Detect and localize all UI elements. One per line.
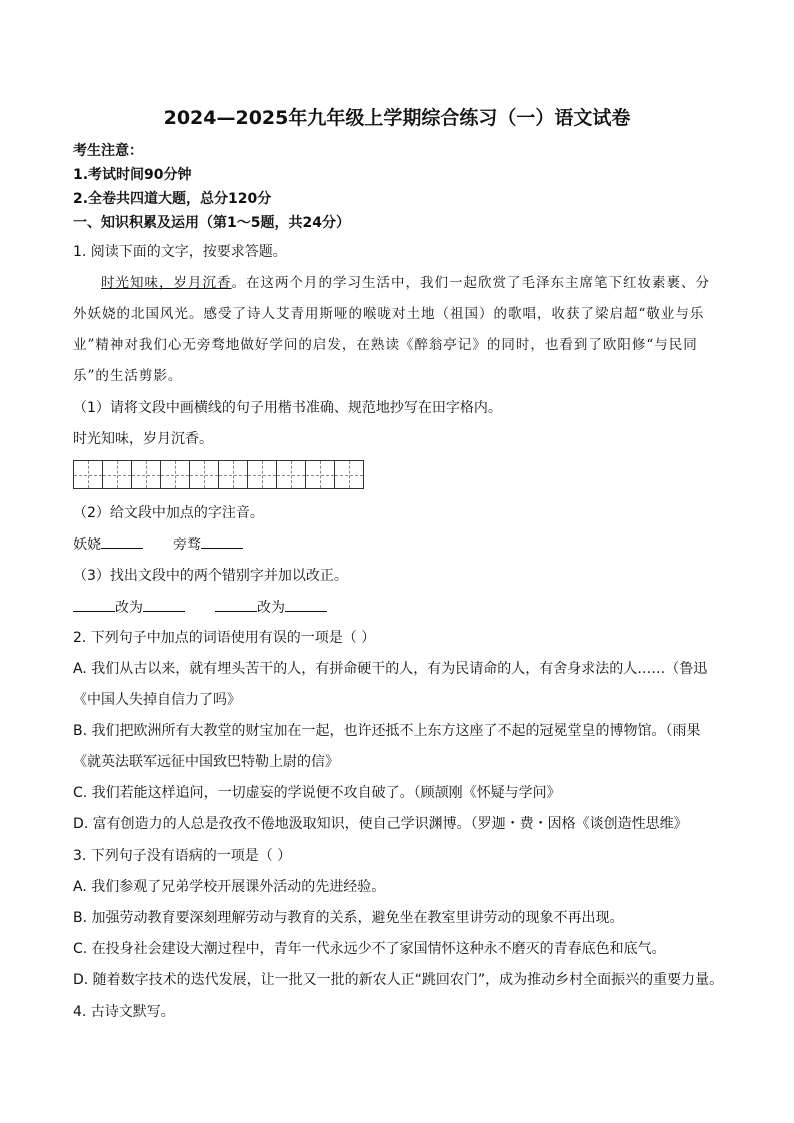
notice-item-2: 2.全卷共四道大题，总分120分 [73, 191, 272, 207]
q1-sub3: （3）找出文段中的两个错别字并加以改正。 [73, 568, 348, 584]
q3-option-d[interactable]: D. 随着数字技术的迭代发展，让一批又一批的新农人正“跳回农门”，成为推动乡村全面振兴的重要力量。 [73, 972, 724, 988]
q1-stem: 1. 阅读下面的文字，按要求答题。 [73, 244, 287, 260]
passage-underlined-sentence: 时光知味，岁月沉香 [101, 275, 232, 291]
correct-char-blank-1[interactable] [143, 597, 185, 612]
q2-option-d[interactable]: D. 富有创造力的人总是孜孜不倦地汲取知识，使自己学识渊博。（罗迦・费・因格《谈创造性思维》 [73, 816, 688, 832]
notice-heading: 考生注意： [73, 143, 143, 159]
grid-cell[interactable] [132, 460, 161, 489]
q3-option-b[interactable]: B. 加强劳动教育要深刻理解劳动与教育的关系，避免坐在教室里讲劳动的现象不再出现。 [73, 910, 624, 926]
tianzige-grid[interactable] [73, 460, 364, 489]
exam-title: 2024—2025年九年级上学期综合练习（一）语文试卷 [163, 107, 631, 129]
grid-cell[interactable] [335, 460, 364, 489]
q2-option-a[interactable]: A. 我们从古以来，就有埋头苦干的人，有拼命硬干的人，有为民请命的人，有舍身求法的人……（鲁迅《中国人失掉自信力了吗》 [73, 661, 708, 708]
grid-cell[interactable] [248, 460, 277, 489]
grid-cell[interactable] [74, 460, 103, 489]
q1-sub2-answers [73, 534, 243, 555]
q2-option-c[interactable]: C. 我们若能这样追问，一切虚妄的学说便不攻自破了。（顾颉刚《怀疑与学问》 [73, 785, 561, 801]
word-pangwu: 旁骛 [173, 537, 201, 553]
q1-sub3-answers [73, 597, 327, 618]
change-label-1: 改为 [115, 600, 143, 616]
notice-item-1: 1.考试时间90分钟 [73, 167, 192, 183]
grid-cell[interactable] [190, 460, 219, 489]
grid-cell[interactable] [161, 460, 190, 489]
q3-option-c[interactable]: C. 在投身社会建设大潮过程中，青年一代永远少不了家国情怀这种永不磨灭的青春底色和底气。 [73, 941, 666, 957]
q4-stem: 4. 古诗文默写。 [73, 1004, 175, 1020]
word-yaorao: 妖娆 [73, 537, 101, 553]
correct-char-blank-2[interactable] [285, 597, 327, 612]
passage-text: 。在这两个月的学习生活中，我们一起欣赏了毛泽东主席笔下红妆素裹、分外妖娆的北国风光。感受了诗人艾青用斯哑的喉咙对土地（祖国）的歌唱，收获了梁启超“敬业与乐业”精神对我们心无旁骛地做好学问的启发，在熟读《醉翁亭记》的同时，也看到了欧阳修“与民同乐”的生活剪影。 [73, 275, 710, 384]
q2-option-b[interactable]: B. 我们把欧洲所有大教堂的财宝加在一起，也许还抵不上东方这座了不起的冠冕堂皇的博物馆。（雨果《就英法联军远征中国致巴特勒上尉的信》 [73, 723, 701, 770]
q3-option-a[interactable]: A. 我们参观了兄弟学校开展课外活动的先进经验。 [73, 879, 386, 895]
answer-blank-pangwu[interactable] [201, 534, 243, 549]
q2-stem: 2. 下列句子中加点的词语使用有误的一项是（ ） [73, 630, 376, 646]
q1-sub1: （1）请将文段中画横线的句子用楷书准确、规范地抄写在田字格内。 [73, 400, 502, 416]
q1-sub2: （2）给文段中加点的字注音。 [73, 505, 264, 521]
wrong-char-blank-2[interactable] [215, 597, 257, 612]
wrong-char-blank-1[interactable] [73, 597, 115, 612]
answer-blank-yaorao[interactable] [101, 534, 143, 549]
grid-cell[interactable] [306, 460, 335, 489]
grid-cell[interactable] [103, 460, 132, 489]
q1-passage [73, 268, 723, 392]
grid-cell[interactable] [277, 460, 306, 489]
section-1-heading: 一、知识积累及运用（第1～5题，共24分） [73, 215, 350, 231]
q3-stem: 3. 下列句子没有语病的一项是（ ） [73, 848, 292, 864]
grid-cell[interactable] [219, 460, 248, 489]
change-label-2: 改为 [257, 600, 285, 616]
q1-sub1-sentence: 时光知味，岁月沉香。 [73, 431, 213, 447]
